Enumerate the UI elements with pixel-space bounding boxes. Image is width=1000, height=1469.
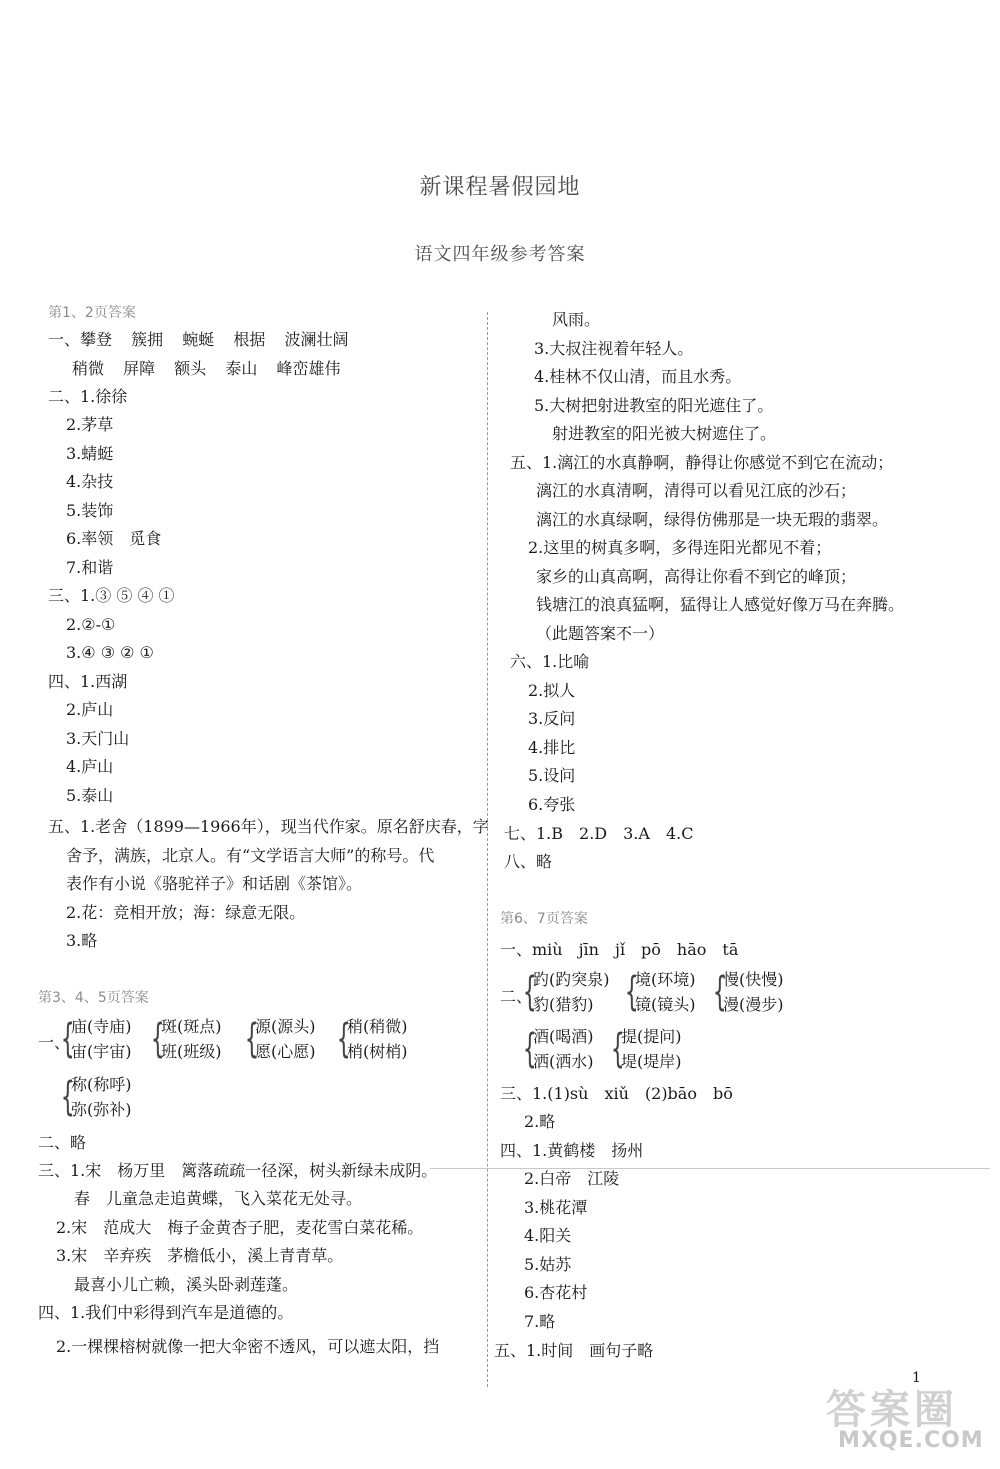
answer-line: 表作有小说《骆驼祥子》和话剧《茶馆》。	[66, 874, 363, 893]
char-item: 庙(寺庙)	[71, 1017, 132, 1036]
watermark-logo: 答案圈	[826, 1387, 958, 1433]
answer-word: 蜿蜒	[182, 330, 215, 349]
char-item: 斑(斑点)	[161, 1017, 222, 1036]
answer-line: 舍予，满族，北京人。有“文学语言大师”的称号。代	[66, 846, 435, 865]
answer-line: 6.率领 觅食	[66, 529, 162, 548]
char-item: 镜(镜头)	[635, 995, 696, 1014]
answer-line: 5.大树把射进教室的阳光遮住了。	[534, 396, 774, 415]
brace-icon: {	[150, 1016, 165, 1062]
char-group	[608, 1024, 682, 1074]
answer-line: 4.庐山	[66, 757, 114, 776]
answer-line: 四、1.我们中彩得到汽车是道德的。	[38, 1303, 294, 1322]
answer-line: 漓江的水真绿啊，绿得仿佛那是一块无瑕的翡翠。	[536, 510, 889, 529]
char-group	[58, 1072, 132, 1122]
char-item: 提(提问)	[621, 1027, 682, 1046]
answer-line: 3.大叔注视着年轻人。	[534, 339, 694, 358]
answer-word: 峰峦雄伟	[276, 359, 341, 378]
answer-line: 2.宋 范成大 梅子金黄杏子肥，麦花雪白菜花稀。	[56, 1218, 424, 1237]
char-item: 源(源头)	[255, 1017, 316, 1036]
answer-line: 3.反问	[528, 709, 576, 728]
answer-label: 一、	[38, 1033, 71, 1052]
answer-line: 2.花：竞相开放；海：绿意无限。	[66, 903, 306, 922]
section-heading: 第3、4、5页答案	[38, 990, 149, 1006]
answer-line: 三、1.宋 杨万里 篱落疏疏一径深，树头新绿未成阴。	[38, 1161, 438, 1180]
brace-icon: {	[60, 1016, 75, 1062]
watermark-url: MXQE.COM	[838, 1428, 984, 1453]
answer-line: 3.桃花潭	[524, 1198, 588, 1217]
answer-line: 家乡的山真高啊，高得让你看不到它的峰顶；	[536, 567, 857, 586]
answer-label: 二、	[500, 987, 533, 1006]
page-title: 新课程暑假园地	[419, 175, 581, 200]
answer-line: 2.这里的树真多啊，多得连阳光都见不着；	[528, 538, 832, 557]
scan-line	[430, 1168, 990, 1169]
page-subtitle: 语文四年级参考答案	[414, 244, 586, 265]
char-group	[58, 1014, 132, 1064]
answer-line: 漓江的水真清啊，清得可以看见江底的沙石；	[536, 481, 857, 500]
char-item: 慢(快慢)	[723, 970, 784, 989]
answer-line: 4.排比	[528, 738, 576, 757]
answer-line: 6.夸张	[528, 795, 576, 814]
answer-line: 5.装饰	[66, 501, 114, 520]
brace-icon: {	[624, 969, 639, 1015]
page-number: 1	[912, 1370, 921, 1386]
answer-word: 额头	[174, 359, 207, 378]
answer-word: 稍微	[72, 359, 105, 378]
answer-line: 四、1.西湖	[48, 672, 128, 691]
char-group	[710, 967, 784, 1017]
answer-line: 二、1.徐徐	[48, 387, 128, 406]
answer-line: 3.蜻蜓	[66, 444, 114, 463]
answer-line: 五、1.漓江的水真静啊，静得让你感觉不到它在流动；	[510, 453, 894, 472]
brace-icon: {	[60, 1074, 75, 1120]
brace-icon: {	[712, 969, 727, 1015]
char-group	[148, 1014, 222, 1064]
answer-line: 4.杂技	[66, 472, 114, 491]
answer-line	[72, 358, 340, 380]
column-divider	[487, 312, 489, 1387]
answer-line: 7.略	[524, 1312, 556, 1331]
answer-line: （此题答案不一）	[536, 624, 665, 643]
char-item: 愿(心愿)	[255, 1042, 316, 1061]
answer-line: 一、miù jīn jǐ pō hāo tā	[500, 940, 739, 959]
char-item: 趵(趵突泉)	[533, 970, 610, 989]
answer-line: 五、1.时间 画句子略	[494, 1341, 654, 1360]
brace-icon: {	[522, 1026, 537, 1072]
answer-line: 5.泰山	[66, 786, 114, 805]
section-heading: 第6、7页答案	[500, 911, 588, 927]
answer-word: 波澜壮阔	[284, 330, 349, 349]
char-item: 称(称呼)	[71, 1075, 132, 1094]
answer-line: 春 儿童急走追黄蝶，飞入菜花无处寻。	[74, 1189, 363, 1208]
answer-line: 三、1.(1)sù xiǔ (2)bāo bō	[500, 1084, 733, 1103]
char-group	[622, 967, 696, 1017]
answer-line: 3.略	[66, 931, 98, 950]
answer-line: 风雨。	[552, 310, 601, 329]
answer-line: 三、1.③ ⑤ ④ ①	[48, 586, 175, 605]
answer-line: 五、1.老舍（1899—1966年），现当代作家。原名舒庆春，字	[48, 817, 489, 836]
answer-line: 4.桂林不仅山清，而且水秀。	[534, 367, 742, 386]
char-item: 豹(猎豹)	[533, 995, 594, 1014]
answer-line: 3.宋 辛弃疾 茅檐低小，溪上青青草。	[56, 1246, 344, 1265]
answer-word: 泰山	[225, 359, 258, 378]
answer-line: 3.④ ③ ② ①	[66, 643, 154, 662]
char-item: 堤(堤岸)	[621, 1052, 682, 1071]
answer-line: 4.阳关	[524, 1226, 572, 1245]
answer-line: 射进教室的阳光被大树遮住了。	[552, 424, 777, 443]
answer-word: 簇拥	[131, 330, 164, 349]
answer-line: 2.庐山	[66, 700, 114, 719]
answer-line: 二、略	[38, 1133, 87, 1152]
char-group	[242, 1014, 316, 1064]
answer-line: 2.白帝 江陵	[524, 1169, 620, 1188]
answer-line: 2.略	[524, 1112, 556, 1131]
brace-icon: {	[522, 969, 537, 1015]
char-item: 酒(喝酒)	[533, 1027, 594, 1046]
char-item: 境(环境)	[635, 970, 696, 989]
answer-line: 四、1.黄鹤楼 扬州	[500, 1141, 644, 1160]
answer-line: 钱塘江的浪真猛啊，猛得让人感觉好像万马在奔腾。	[536, 595, 905, 614]
char-group	[334, 1014, 408, 1064]
answer-line: 八、略	[504, 852, 553, 871]
answer-line: 2.茅草	[66, 415, 114, 434]
answer-line: 3.天门山	[66, 729, 130, 748]
brace-icon: {	[244, 1016, 259, 1062]
answer-word: 屏障	[123, 359, 156, 378]
char-group	[520, 967, 610, 1017]
answer-line: 七、1.B 2.D 3.A 4.C	[504, 824, 694, 843]
char-item: 漫(漫步)	[723, 995, 784, 1014]
section-heading: 第1、2页答案	[48, 305, 136, 321]
answer-word: 一、攀登	[48, 330, 113, 349]
answer-line: 6.杏花村	[524, 1283, 588, 1302]
answer-line: 六、1.比喻	[510, 652, 590, 671]
answer-line: 7.和谐	[66, 558, 114, 577]
brace-icon: {	[610, 1026, 625, 1072]
answer-line	[48, 329, 348, 351]
char-item: 稍(稍微)	[347, 1017, 408, 1036]
brace-icon: {	[336, 1016, 351, 1062]
answer-word: 根据	[233, 330, 266, 349]
char-item: 弥(弥补)	[71, 1100, 132, 1119]
char-group	[520, 1024, 594, 1074]
char-item: 班(班级)	[161, 1042, 222, 1061]
answer-line: 2.一棵棵榕树就像一把大伞密不透风，可以遮太阳，挡	[56, 1337, 440, 1356]
char-item: 梢(树梢)	[347, 1042, 408, 1061]
answer-line: 5.姑苏	[524, 1255, 572, 1274]
answer-line: 2.拟人	[528, 681, 576, 700]
answer-line: 最喜小儿亡赖，溪头卧剥莲蓬。	[74, 1275, 299, 1294]
char-item: 宙(宇宙)	[71, 1042, 132, 1061]
char-item: 洒(洒水)	[533, 1052, 594, 1071]
answer-line: 2.②-①	[66, 615, 116, 634]
answer-line: 5.设问	[528, 766, 576, 785]
